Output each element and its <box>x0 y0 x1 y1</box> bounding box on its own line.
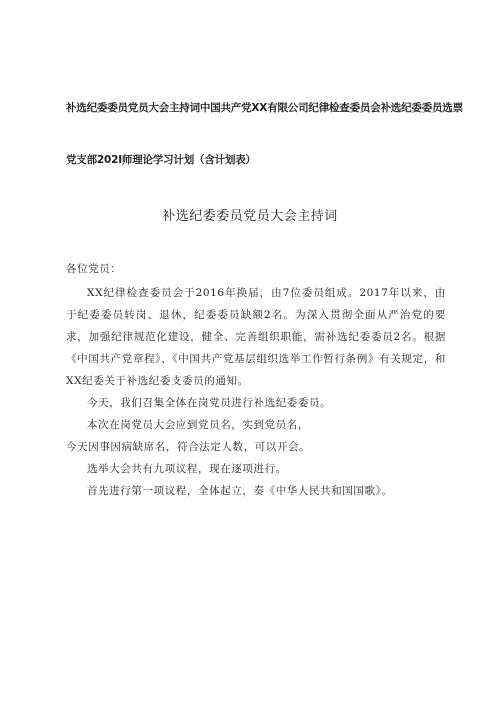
document-title: 补选纪委委员党员大会主持词 <box>162 209 338 224</box>
paragraph: 选举大会共有九项议程，现在逐项进行。 <box>87 463 287 475</box>
paragraph: 首先进行第一项议程，全体起立，奏《中华人民共和国国歌》。 <box>87 485 393 497</box>
header-title-line: 补选纪委委员党员大会主持词中国共产党XX有限公司纪律检查委员会补选纪委委员选票 <box>66 102 463 114</box>
header-subtitle-line: 党支部202I师理论学习计划（含计划表） <box>66 154 256 166</box>
document-body <box>66 258 446 502</box>
paragraph: 本次在岗党员大会应到党员名，实到党员名， <box>87 419 309 431</box>
paragraph: XX纪律检查委员会于2016年换届，由7位委员组成。2017年以来，由于纪委委员转岗、退休，纪委委员缺额2名。为深入贯彻全面从严治党的要求，加强纪律规范化建设，健全、完善组织职能，需补选纪委委员2名。根据《中国共产党章程》、《中国共产党基层组织选举工作暂行条例》有关规定，和XX纪委关于补选纪委支委员的通知。 <box>66 287 446 387</box>
paragraph: 今天，我们召集全体在岗党员进行补选纪委委员。 <box>87 397 332 409</box>
paragraph: 今天因事因病缺席名，符合法定人数，可以开会。 <box>66 441 311 453</box>
salutation: 各位党员： <box>66 263 122 275</box>
